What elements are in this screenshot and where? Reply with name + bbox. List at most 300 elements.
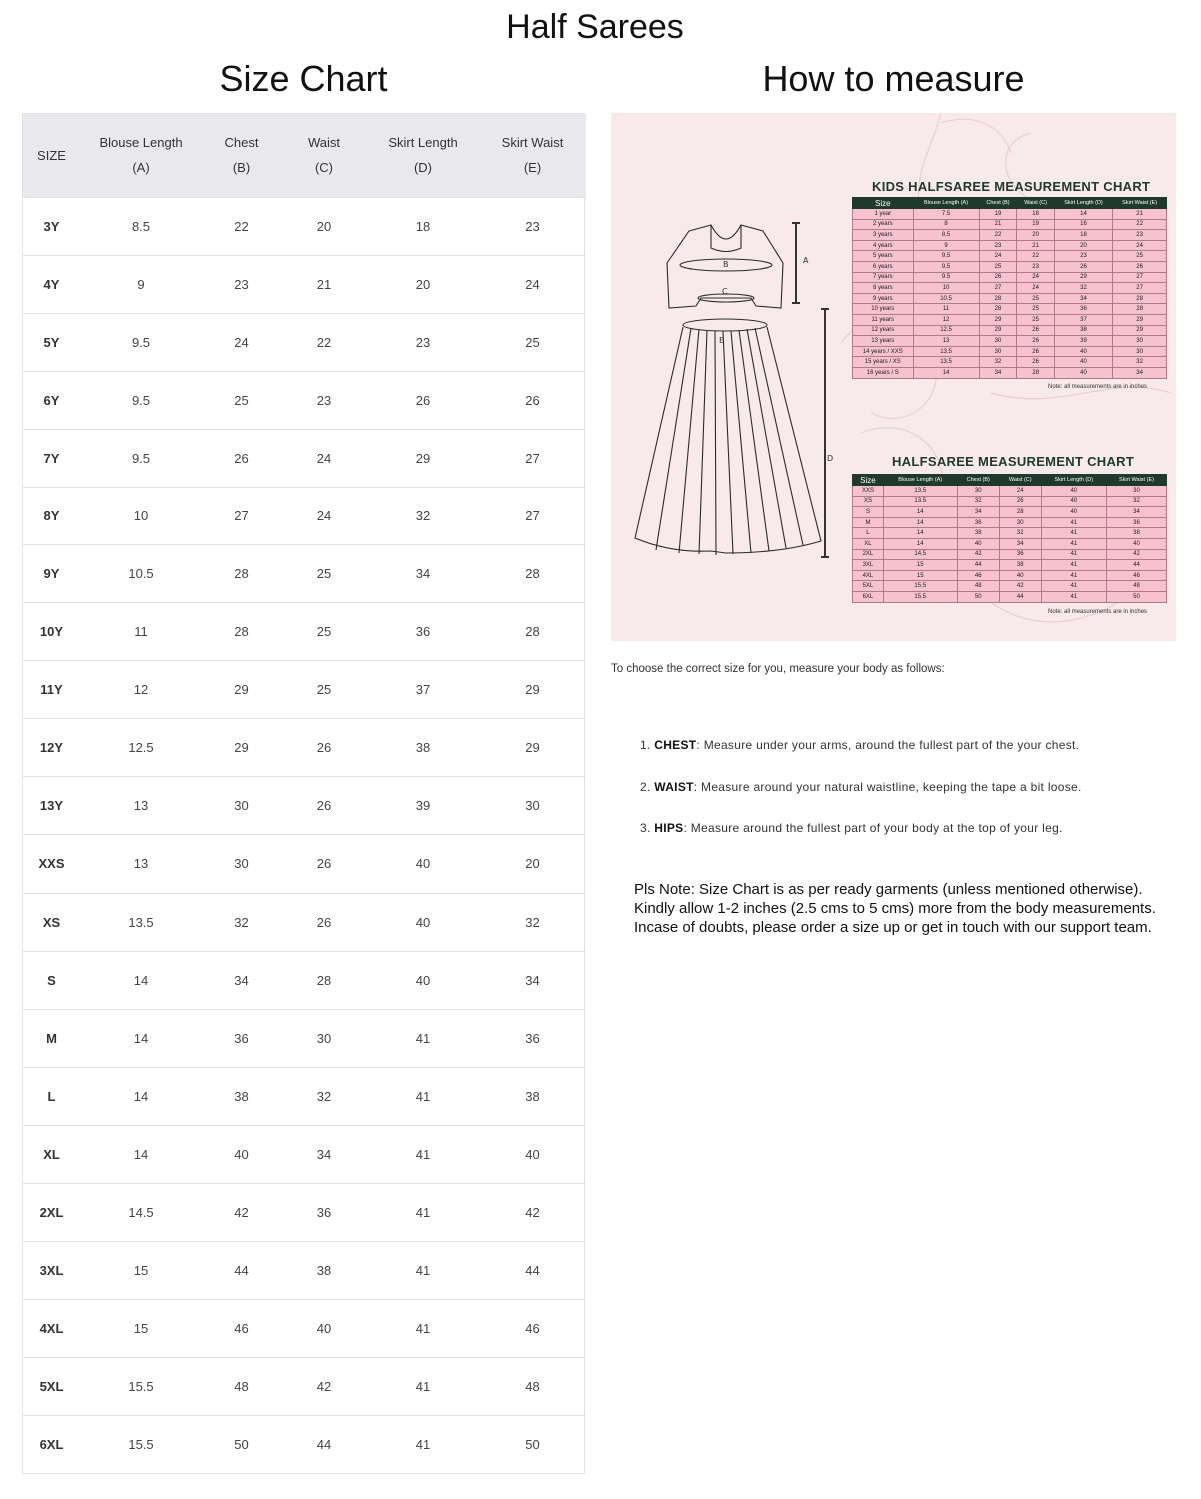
mini-cell: 15	[883, 560, 957, 571]
mini-cell: 22	[1017, 251, 1054, 262]
value-cell: 14	[133, 1030, 149, 1046]
value-cell: 14.5	[128, 1204, 154, 1220]
mini-table-row	[853, 367, 1167, 378]
mini-cell: 15	[883, 570, 957, 581]
mini-cell: 25	[1017, 314, 1054, 325]
mini-cell: 41	[1041, 549, 1106, 560]
instruction-hips: 3. HIPS: Measure around the fullest part of your body at the top of your leg.	[640, 821, 1063, 835]
mini-cell: 20	[1054, 240, 1113, 251]
mini-cell: 14	[883, 517, 957, 528]
mini-cell: 30	[979, 336, 1017, 347]
value-cell: 15.5	[128, 1378, 154, 1394]
table-row	[23, 776, 586, 834]
value-cell: 26	[316, 914, 332, 930]
mini-cell: 26	[1017, 357, 1054, 368]
mini-cell: 24	[979, 251, 1017, 262]
value-cell: 27	[525, 508, 540, 523]
size-cell: L	[47, 1088, 56, 1104]
value-cell: 8.5	[131, 218, 151, 234]
table-row	[23, 1415, 586, 1473]
mini-cell: 29	[1113, 314, 1167, 325]
mini-cell: 24	[1113, 240, 1167, 251]
value-cell: 12.5	[128, 739, 154, 755]
value-cell: 29	[525, 681, 540, 697]
size-cell: 4Y	[43, 276, 60, 292]
mini-cell: 21	[1017, 240, 1054, 251]
mini-table-row	[853, 261, 1167, 272]
mini-cell: M	[853, 517, 884, 528]
mini-cell: 36	[957, 517, 999, 528]
mini-cell: 11 years	[853, 314, 914, 325]
mini-table-row	[853, 209, 1167, 220]
value-cell: 12	[133, 681, 149, 697]
table-row	[23, 1009, 586, 1067]
mini-cell: 6XL	[853, 591, 884, 602]
value-cell: 9.5	[131, 450, 151, 466]
size-note	[634, 880, 1156, 937]
measurement-figure	[611, 113, 1176, 641]
mini-cell: 11	[913, 304, 979, 315]
column-header: Skirt Length (D)	[388, 135, 458, 176]
how-to-measure-title: How to measure	[762, 58, 1025, 99]
value-cell: 50	[234, 1436, 249, 1452]
label-c: C	[722, 287, 728, 296]
value-cell: 27	[525, 450, 540, 466]
table-row	[23, 429, 586, 487]
value-cell: 36	[316, 1204, 332, 1220]
column-header: Chest (B)	[224, 135, 259, 176]
mini-table-row	[853, 591, 1167, 602]
mini-cell: 48	[957, 581, 999, 592]
value-cell: 34	[415, 565, 431, 581]
mini-cell: 29	[1054, 272, 1113, 283]
mini-table-row	[853, 314, 1167, 325]
value-cell: 29	[234, 681, 249, 697]
mini-cell: 13.5	[913, 346, 979, 357]
table-row	[23, 1299, 586, 1357]
table-row	[23, 197, 586, 255]
mini-cell: 29	[1113, 325, 1167, 336]
mini-cell: 34	[979, 367, 1017, 378]
size-cell: 4XL	[39, 1320, 64, 1336]
mini-cell: 6 years	[853, 261, 914, 272]
value-cell: 22	[234, 218, 249, 234]
column-header: SIZE	[37, 147, 66, 163]
mini-cell: 14	[883, 538, 957, 549]
value-cell: 24	[316, 508, 332, 523]
value-cell: 23	[525, 218, 540, 234]
mini-cell: 26	[979, 272, 1017, 283]
mini-cell: 28	[1113, 304, 1167, 315]
value-cell: 36	[415, 623, 431, 639]
mini-column-header: Chest (B)	[957, 475, 999, 486]
value-cell: 11	[134, 623, 148, 639]
instruction-waist: 2. WAIST: Measure around your natural waistline, keeping the tape a bit loose.	[640, 780, 1082, 794]
mini-cell: 32	[1113, 357, 1167, 368]
mini-cell: 9	[913, 240, 979, 251]
value-cell: 23	[415, 334, 431, 350]
mini-cell: 32	[957, 496, 999, 507]
mini-cell: 29	[979, 325, 1017, 336]
label-d: D	[827, 454, 834, 463]
adult-chart-note: Note: all measurements are in inches	[1048, 609, 1148, 615]
table-row	[23, 313, 586, 371]
value-cell: 25	[234, 392, 249, 408]
mini-cell: 26	[1017, 346, 1054, 357]
value-cell: 26	[415, 392, 431, 408]
label-b: B	[723, 260, 729, 269]
mini-cell: 26	[1017, 336, 1054, 347]
mini-table-row	[853, 272, 1167, 283]
value-cell: 13	[133, 797, 149, 813]
value-cell: 28	[234, 623, 249, 639]
adult-chart-title: HALFSAREE MEASUREMENT CHART	[892, 454, 1135, 469]
mini-table-row	[853, 293, 1167, 304]
size-cell: 5XL	[39, 1378, 64, 1394]
mini-column-header: Skirt Waist (E)	[1113, 198, 1167, 209]
size-chart-table	[22, 113, 585, 1474]
value-cell: 9.5	[131, 392, 151, 408]
mini-cell: 12 years	[853, 325, 914, 336]
value-cell: 42	[525, 1204, 540, 1220]
value-cell: 22	[316, 334, 332, 350]
value-cell: 25	[316, 565, 332, 581]
mini-cell: 30	[999, 517, 1041, 528]
value-cell: 28	[234, 565, 249, 581]
value-cell: 27	[234, 508, 249, 523]
mini-column-header: Blouse Length (A)	[883, 475, 957, 486]
mini-cell: 14 years / XXS	[853, 346, 914, 357]
mini-cell: 41	[1041, 581, 1106, 592]
mini-cell: 30	[957, 486, 999, 497]
mini-cell: 10	[913, 283, 979, 294]
value-cell: 28	[525, 623, 540, 639]
mini-table-row	[853, 517, 1167, 528]
mini-cell: 46	[957, 570, 999, 581]
mini-cell: 24	[999, 486, 1041, 497]
value-cell: 23	[316, 392, 332, 408]
mini-cell: 34	[957, 507, 999, 518]
size-cell: XL	[43, 1146, 60, 1162]
mini-cell: 19	[1017, 219, 1054, 230]
mini-cell: 9.5	[913, 251, 979, 262]
mini-cell: 5XL	[853, 581, 884, 592]
mini-cell: 9.5	[913, 261, 979, 272]
mini-cell: 24	[1017, 283, 1054, 294]
value-cell: 38	[415, 739, 431, 755]
mini-cell: 21	[979, 219, 1017, 230]
mini-cell: 50	[957, 591, 999, 602]
value-cell: 9.5	[131, 334, 151, 350]
size-cell: 9Y	[43, 565, 60, 581]
mini-cell: 14	[883, 507, 957, 518]
mini-cell: L	[853, 528, 884, 539]
mini-table-row	[853, 251, 1167, 262]
value-cell: 26	[316, 797, 332, 813]
value-cell: 42	[234, 1204, 249, 1220]
mini-cell: 39	[1054, 336, 1113, 347]
mini-cell: 26	[1054, 261, 1113, 272]
size-cell: 2XL	[39, 1204, 64, 1220]
size-cell: 7Y	[43, 450, 60, 466]
mini-table-row	[853, 219, 1167, 230]
kids-measurement-table	[852, 197, 1167, 379]
size-cell: M	[46, 1030, 57, 1046]
value-cell: 9	[137, 276, 145, 292]
value-cell: 21	[316, 276, 332, 292]
table-row	[23, 602, 586, 660]
value-cell: 40	[234, 1146, 249, 1162]
value-cell: 14	[133, 972, 149, 988]
mini-cell: 12	[913, 314, 979, 325]
size-chart-title: Size Chart	[219, 58, 388, 99]
mini-cell: 38	[999, 560, 1041, 571]
mini-cell: 13.5	[913, 357, 979, 368]
mini-cell: 9.5	[913, 272, 979, 283]
mini-cell: 7.5	[913, 209, 979, 220]
value-cell: 46	[234, 1320, 249, 1336]
mini-cell: 28	[979, 293, 1017, 304]
value-cell: 24	[234, 334, 249, 350]
mini-column-header: Skirt Length (D)	[1054, 198, 1113, 209]
value-cell: 25	[316, 623, 332, 639]
size-cell: 6XL	[39, 1436, 64, 1452]
mini-cell: 4XL	[853, 570, 884, 581]
instruction-chest: 1. CHEST: Measure under your arms, around the fullest part of the your chest.	[640, 738, 1080, 752]
value-cell: 32	[234, 914, 249, 930]
mini-cell: 15.5	[883, 581, 957, 592]
value-cell: 40	[415, 972, 431, 988]
column-header: Blouse Length (A)	[99, 135, 183, 176]
mini-table-row	[853, 560, 1167, 571]
mini-cell: 28	[979, 304, 1017, 315]
value-cell: 41	[415, 1436, 431, 1452]
mini-cell: 22	[979, 230, 1017, 241]
value-cell: 25	[316, 681, 332, 697]
value-cell: 44	[234, 1262, 249, 1278]
mini-cell: 13	[913, 336, 979, 347]
value-cell: 13	[133, 856, 149, 871]
value-cell: 25	[525, 334, 540, 350]
mini-cell: 18	[1054, 230, 1113, 241]
table-row	[23, 371, 586, 429]
value-cell: 24	[525, 276, 540, 292]
value-cell: 26	[525, 392, 540, 408]
size-cell: 12Y	[39, 739, 64, 755]
mini-cell: 36	[1054, 304, 1113, 315]
mini-cell: 21	[1113, 209, 1167, 220]
value-cell: 20	[316, 218, 332, 234]
value-cell: 29	[415, 450, 431, 466]
mini-table-row	[853, 283, 1167, 294]
value-cell: 10.5	[128, 565, 154, 581]
mini-table-row	[853, 496, 1167, 507]
table-row	[23, 544, 586, 602]
mini-cell: 3XL	[853, 560, 884, 571]
table-row	[23, 951, 586, 1009]
value-cell: 26	[316, 856, 332, 871]
column-header: Waist (C)	[307, 135, 341, 176]
mini-cell: 41	[1041, 538, 1106, 549]
mini-column-header: Waist (C)	[999, 475, 1041, 486]
mini-cell: 41	[1041, 591, 1106, 602]
mini-table-row	[853, 581, 1167, 592]
mini-cell: 36	[1106, 517, 1166, 528]
mini-cell: 40	[1041, 486, 1106, 497]
measurement-guides	[792, 223, 829, 557]
mini-cell: 15 years / XS	[853, 357, 914, 368]
mini-cell: 37	[1054, 314, 1113, 325]
mini-cell: 27	[1113, 272, 1167, 283]
table-row	[23, 1183, 586, 1241]
value-cell: 42	[316, 1378, 332, 1394]
mini-column-header: Chest (B)	[979, 198, 1017, 209]
mini-cell: 7 years	[853, 272, 914, 283]
measurement-letters	[719, 256, 833, 463]
mini-cell: 34	[1106, 507, 1166, 518]
value-cell: 38	[316, 1262, 332, 1278]
table-row	[23, 660, 586, 718]
mini-cell: 3 years	[853, 230, 914, 241]
mini-cell: 14.5	[883, 549, 957, 560]
mini-cell: 25	[1113, 251, 1167, 262]
mini-cell: 38	[1106, 528, 1166, 539]
mini-cell: 25	[1017, 304, 1054, 315]
mini-cell: 42	[1106, 549, 1166, 560]
size-cell: 13Y	[39, 797, 64, 813]
value-cell: 44	[316, 1436, 332, 1452]
mini-cell: 41	[1041, 560, 1106, 571]
mini-table-row	[853, 304, 1167, 315]
mini-table-row	[853, 346, 1167, 357]
mini-cell: 32	[1054, 283, 1113, 294]
value-cell: 13.5	[128, 914, 154, 930]
mini-cell: 44	[999, 591, 1041, 602]
value-cell: 41	[415, 1146, 431, 1162]
mini-cell: 26	[1113, 261, 1167, 272]
mini-cell: 40	[957, 538, 999, 549]
mini-cell: 25	[979, 261, 1017, 272]
mini-cell: 38	[957, 528, 999, 539]
value-cell: 41	[415, 1262, 431, 1278]
mini-table-row	[853, 336, 1167, 347]
mini-cell: 40	[1054, 346, 1113, 357]
value-cell: 30	[525, 797, 540, 813]
value-cell: 34	[316, 1146, 332, 1162]
value-cell: 36	[234, 1030, 249, 1046]
value-cell: 41	[415, 1030, 431, 1046]
column-header: Skirt Waist (E)	[501, 135, 564, 176]
mini-cell: 18	[1017, 209, 1054, 220]
value-cell: 40	[415, 914, 431, 930]
value-cell: 37	[415, 681, 431, 697]
mini-cell: XXS	[853, 486, 884, 497]
value-cell: 18	[415, 218, 431, 234]
mini-cell: 2XL	[853, 549, 884, 560]
value-cell: 14	[133, 1088, 149, 1104]
value-cell: 26	[316, 739, 332, 755]
size-cell: 5Y	[43, 334, 60, 350]
value-cell: 34	[525, 972, 540, 988]
size-cell: 6Y	[43, 392, 60, 408]
value-cell: 23	[234, 276, 249, 292]
mini-cell: 32	[999, 528, 1041, 539]
mini-cell: 13 years	[853, 336, 914, 347]
mini-cell: 4 years	[853, 240, 914, 251]
mini-cell: 28	[1017, 367, 1054, 378]
value-cell: 28	[316, 972, 332, 988]
mini-cell: 26	[999, 496, 1041, 507]
mini-cell: 1 year	[853, 209, 914, 220]
mini-cell: 30	[979, 346, 1017, 357]
mini-cell: 23	[979, 240, 1017, 251]
note-line: Kindly allow 1-2 inches (2.5 cms to 5 cms) more from the body measurements.	[634, 900, 1156, 917]
adult-measurement-table	[852, 474, 1167, 603]
mini-cell: 23	[1054, 251, 1113, 262]
mini-cell: 28	[1113, 293, 1167, 304]
value-cell: 40	[316, 1320, 332, 1336]
mini-cell: 32	[1106, 496, 1166, 507]
size-cell: 3XL	[39, 1262, 64, 1278]
mini-cell: 23	[1017, 261, 1054, 272]
mini-cell: 50	[1106, 591, 1166, 602]
value-cell: 46	[525, 1320, 540, 1336]
mini-cell: 30	[1113, 336, 1167, 347]
mini-column-header: Skirt Length (D)	[1041, 475, 1106, 486]
mini-cell: 20	[1017, 230, 1054, 241]
mini-cell: 40	[1106, 538, 1166, 549]
mini-cell: 41	[1041, 570, 1106, 581]
mini-cell: 42	[957, 549, 999, 560]
mini-cell: 46	[1106, 570, 1166, 581]
size-cell: 3Y	[43, 218, 60, 234]
mini-cell: 23	[1113, 230, 1167, 241]
value-cell: 41	[415, 1088, 431, 1104]
mini-cell: 42	[999, 581, 1041, 592]
kids-chart-title: KIDS HALFSAREE MEASUREMENT CHART	[872, 179, 1151, 194]
table-row	[23, 255, 586, 313]
mini-cell: 36	[999, 549, 1041, 560]
note-line: Pls Note: Size Chart is as per ready garments (unless mentioned otherwise).	[634, 881, 1143, 898]
value-cell: 40	[415, 856, 431, 871]
value-cell: 36	[525, 1030, 540, 1046]
value-cell: 39	[415, 797, 431, 813]
mini-table-row	[853, 507, 1167, 518]
size-cell: 11Y	[40, 681, 63, 697]
mini-cell: 40	[1054, 357, 1113, 368]
mini-cell: 29	[979, 314, 1017, 325]
mini-cell: 40	[1041, 496, 1106, 507]
mini-cell: 28	[999, 507, 1041, 518]
mini-table-row	[853, 570, 1167, 581]
value-cell: 15.5	[128, 1436, 154, 1452]
mini-table-row	[853, 240, 1167, 251]
mini-cell: 32	[979, 357, 1017, 368]
size-cell: 10Y	[39, 623, 64, 639]
mini-column-header: Waist (C)	[1017, 198, 1054, 209]
value-cell: 32	[316, 1088, 332, 1104]
mini-cell: 34	[1113, 367, 1167, 378]
mini-cell: 22	[1113, 219, 1167, 230]
value-cell: 41	[415, 1320, 431, 1336]
mini-cell: 14	[913, 367, 979, 378]
label-e: E	[719, 336, 725, 345]
mini-table-row	[853, 230, 1167, 241]
table-header-row	[23, 114, 586, 197]
table-row	[23, 487, 586, 544]
table-row	[23, 1357, 586, 1415]
value-cell: 30	[234, 797, 249, 813]
